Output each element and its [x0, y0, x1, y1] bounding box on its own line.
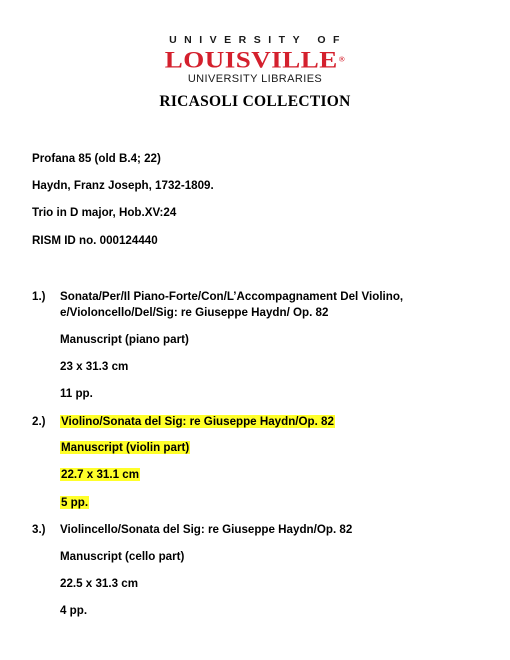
logo-louisville-text: LOUISVILLE	[164, 47, 338, 73]
item-2-title	[60, 415, 335, 429]
logo-university-libraries: UNIVERSITY LIBRARIES	[187, 73, 323, 85]
item-2-size-text: 22.7 x 31.1 cm	[61, 468, 139, 481]
item-3-pages: 4 pp.	[60, 604, 88, 617]
item-1-pages: 11 pp.	[60, 387, 93, 400]
page-title: RICASOLI COLLECTION	[159, 93, 351, 110]
item-1-title-line-1: Sonata/Per/Il Piano-Forte/Con/L’Accompagnament Del Violino,	[60, 290, 404, 303]
item-2-title-text: Violino/Sonata del Sig: re Giuseppe Haydn/Op. 82	[61, 415, 334, 428]
item-3-title: Violincello/Sonata del Sig: re Giuseppe Haydn/Op. 82	[60, 523, 353, 536]
university-logo	[0, 34, 510, 86]
item-2-format-text: Manuscript (violin part)	[61, 441, 190, 454]
item-2-number: 2.)	[32, 415, 46, 428]
logo-registered-mark: ®	[338, 55, 346, 64]
logo-louisville	[0, 49, 510, 71]
item-1-number: 1.)	[32, 290, 46, 303]
item-3-number: 3.)	[32, 523, 46, 536]
item-2-format	[60, 441, 190, 455]
item-1-format: Manuscript (piano part)	[60, 333, 189, 346]
composer: Haydn, Franz Joseph, 1732-1809.	[32, 179, 214, 192]
item-2-pages-text: 5 pp.	[61, 496, 89, 509]
item-3-format: Manuscript (cello part)	[60, 550, 185, 563]
logo-university-of: UNIVERSITY OF	[169, 34, 347, 46]
item-2-pages	[60, 496, 89, 510]
work-title: Trio in D major, Hob.XV:24	[32, 206, 177, 219]
item-1-size: 23 x 31.3 cm	[60, 360, 129, 373]
item-1-title-line-2: e/Violoncello/Del/Sig: re Giuseppe Haydn/ Op. 82	[60, 306, 329, 319]
item-3-size: 22.5 x 31.3 cm	[60, 577, 138, 590]
call-number: Profana 85 (old B.4; 22)	[32, 152, 161, 165]
rism-id: RISM ID no. 000124440	[32, 234, 158, 247]
item-2-size	[60, 468, 140, 482]
